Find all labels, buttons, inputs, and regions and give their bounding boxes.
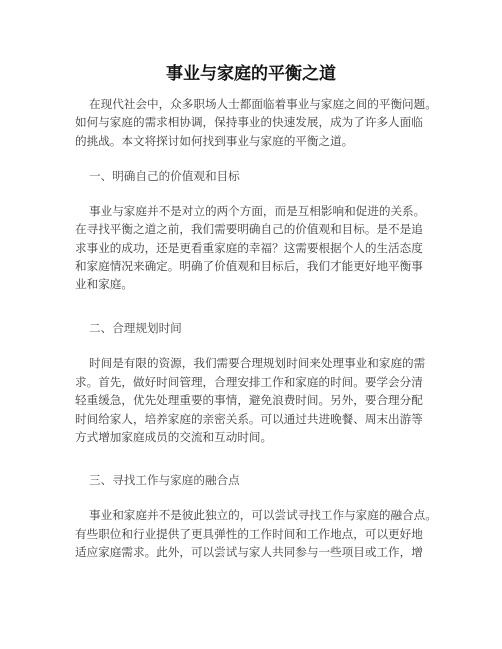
section-heading: 一、明确自己的价值观和目标 <box>89 169 240 183</box>
paragraph-line: 时间给家人，培养家庭的亲密关系。可以通过共进晚餐、周末出游等 <box>75 412 423 426</box>
section-heading: 三、寻找工作与家庭的融合点 <box>89 473 240 487</box>
paragraph-line: 有些职位和行业提供了更具弹性的工作时间和工作地点，可以更好地 <box>75 527 423 541</box>
paragraph-line: 和家庭情况来确定。明确了价值观和目标后，我们才能更好地平衡事 <box>75 259 423 273</box>
paragraph-line: 在寻找平衡之道之前，我们需要明确自己的价值观和目标。是不是追 <box>75 222 423 236</box>
paragraph-line: 事业和家庭并不是彼此独立的，可以尝试寻找工作与家庭的融合点。 <box>89 508 437 522</box>
paragraph-line: 事业与家庭并不是对立的两个方面，而是互相影响和促进的关系。 <box>89 204 426 218</box>
document-title: 事业与家庭的平衡之道 <box>166 64 336 84</box>
paragraph-line: 业和家庭。 <box>75 277 133 291</box>
intro-line: 如何与家庭的需求相协调，保持事业的快速发展，成为了许多人面临 <box>75 115 423 129</box>
paragraph-line: 求事业的成功，还是更看重家庭的幸福？这需要根据个人的生活态度 <box>75 241 423 255</box>
intro-line: 的挑战。本文将探讨如何找到事业与家庭的平衡之道。 <box>75 134 354 148</box>
paragraph-line: 时间是有限的资源，我们需要合理规划时间来处理事业和家庭的需 <box>89 356 426 370</box>
intro-line: 在现代社会中，众多职场人士都面临着事业与家庭之间的平衡问题。 <box>89 97 437 111</box>
paragraph-line: 求。首先，做好时间管理，合理安排工作和家庭的时间。要学会分清 <box>75 375 423 389</box>
paragraph-line: 适应家庭需求。此外，可以尝试与家人共同参与一些项目或工作，增 <box>75 545 423 559</box>
section-heading: 二、合理规划时间 <box>89 321 182 335</box>
paragraph-line: 轻重缓急，优先处理重要的事情，避免浪费时间。另外，要合理分配 <box>75 393 423 407</box>
paragraph-line: 方式增加家庭成员的交流和互动时间。 <box>75 430 273 444</box>
